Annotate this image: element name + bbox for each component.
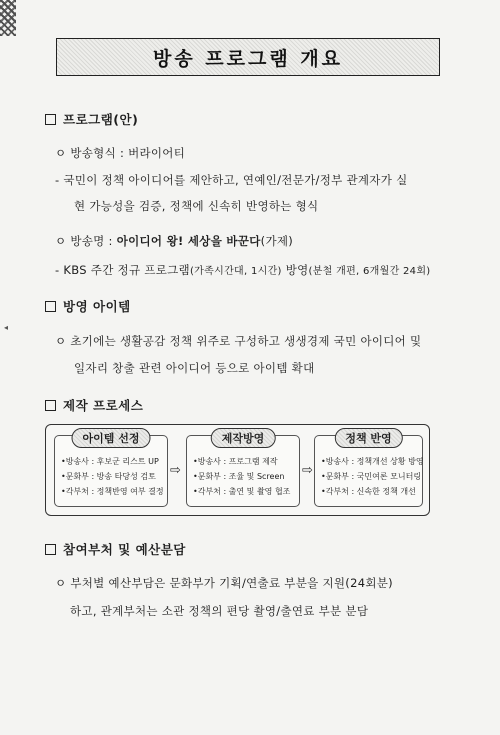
- section-process: [45, 396, 143, 414]
- stage-row: •문화부 : 조율 및 Screen: [193, 472, 285, 481]
- stage-row: •문화부 : 국민여론 모니터링: [321, 472, 422, 481]
- section-heading: 방영 아이템: [63, 299, 131, 314]
- arrow-right-icon: ⇨: [302, 463, 313, 478]
- program-name-prefix: ㅇ 방송명 :: [55, 234, 117, 248]
- items-line-2: 일자리 창출 관련 아이디어 등으로 아이템 확대: [74, 361, 315, 375]
- slot-prefix: - KBS 주간 정규 프로그램: [55, 263, 190, 277]
- margin-mark-icon: ◂: [4, 323, 9, 332]
- checkbox-square-icon: [45, 544, 56, 555]
- stage-row: •각부처 : 신속한 정책 개선: [321, 487, 416, 496]
- arrow-right-icon: ⇨: [170, 463, 181, 478]
- items-line-1: ㅇ 초기에는 생활공감 정책 위주로 구성하고 생생경제 국민 아이디어 및: [55, 334, 422, 348]
- stage-label: 제작방영: [211, 428, 276, 448]
- format-line: ㅇ 방송형식 : 버라이어티: [55, 146, 186, 160]
- stage-label: 정책 반영: [334, 428, 402, 448]
- description-line-1: - 국민이 정책 아이디어를 제안하고, 연예인/전문가/정부 관계자가 실: [55, 173, 408, 187]
- slot-mid: 방영: [281, 263, 309, 277]
- section-items: [45, 297, 131, 315]
- description-line-2: 현 가능성을 검증, 정책에 신속히 반영하는 형식: [74, 199, 319, 213]
- title-box: [56, 38, 440, 76]
- stage-row: •각부처 : 정책반영 여부 결정: [61, 487, 164, 496]
- budget-line-2: 하고, 관계부처는 소관 정책의 편당 촬영/출연료 부분 분담: [70, 604, 369, 618]
- scan-corner-pattern: [0, 0, 16, 36]
- stage-policy-reflection: [314, 432, 424, 507]
- section-heading: 참여부처 및 예산분담: [63, 542, 186, 557]
- stage-row: •문화부 : 방송 타당성 검토: [61, 472, 156, 481]
- stage-row: •방송사 : 후보군 리스트 UP: [61, 457, 159, 466]
- slot-detail-2: (분철 개편, 6개월간 24회): [308, 266, 431, 277]
- checkbox-square-icon: [45, 400, 56, 411]
- section-budget: [45, 540, 186, 558]
- stage-production: [186, 432, 300, 507]
- stage-label: 아이템 선정: [72, 428, 151, 448]
- page-title: 방송 프로그램 개요: [152, 47, 344, 70]
- process-diagram: [45, 424, 430, 516]
- section-heading: 프로그램(안): [63, 112, 139, 127]
- program-name-suffix: (가제): [260, 234, 294, 248]
- broadcast-slot-line: [55, 262, 431, 278]
- stage-item-selection: [54, 432, 168, 507]
- checkbox-square-icon: [45, 301, 56, 312]
- program-name-value: 아이디어 왕! 세상을 바꾼다: [116, 234, 261, 248]
- slot-detail: (가족시간대, 1시간): [189, 266, 282, 277]
- stage-row: •방송사 : 프로그램 제작: [193, 457, 278, 466]
- section-program: [45, 110, 138, 128]
- checkbox-square-icon: [45, 114, 56, 125]
- program-name-line: [55, 233, 293, 249]
- stage-row: •방송사 : 정책개선 상황 방영: [321, 457, 424, 466]
- budget-line-1: ㅇ 부처별 예산부담은 문화부가 기획/연출료 부분을 지원(24회분): [55, 576, 393, 590]
- stage-row: •각부처 : 출연 및 촬영 협조: [193, 487, 291, 496]
- section-heading: 제작 프로세스: [63, 398, 144, 413]
